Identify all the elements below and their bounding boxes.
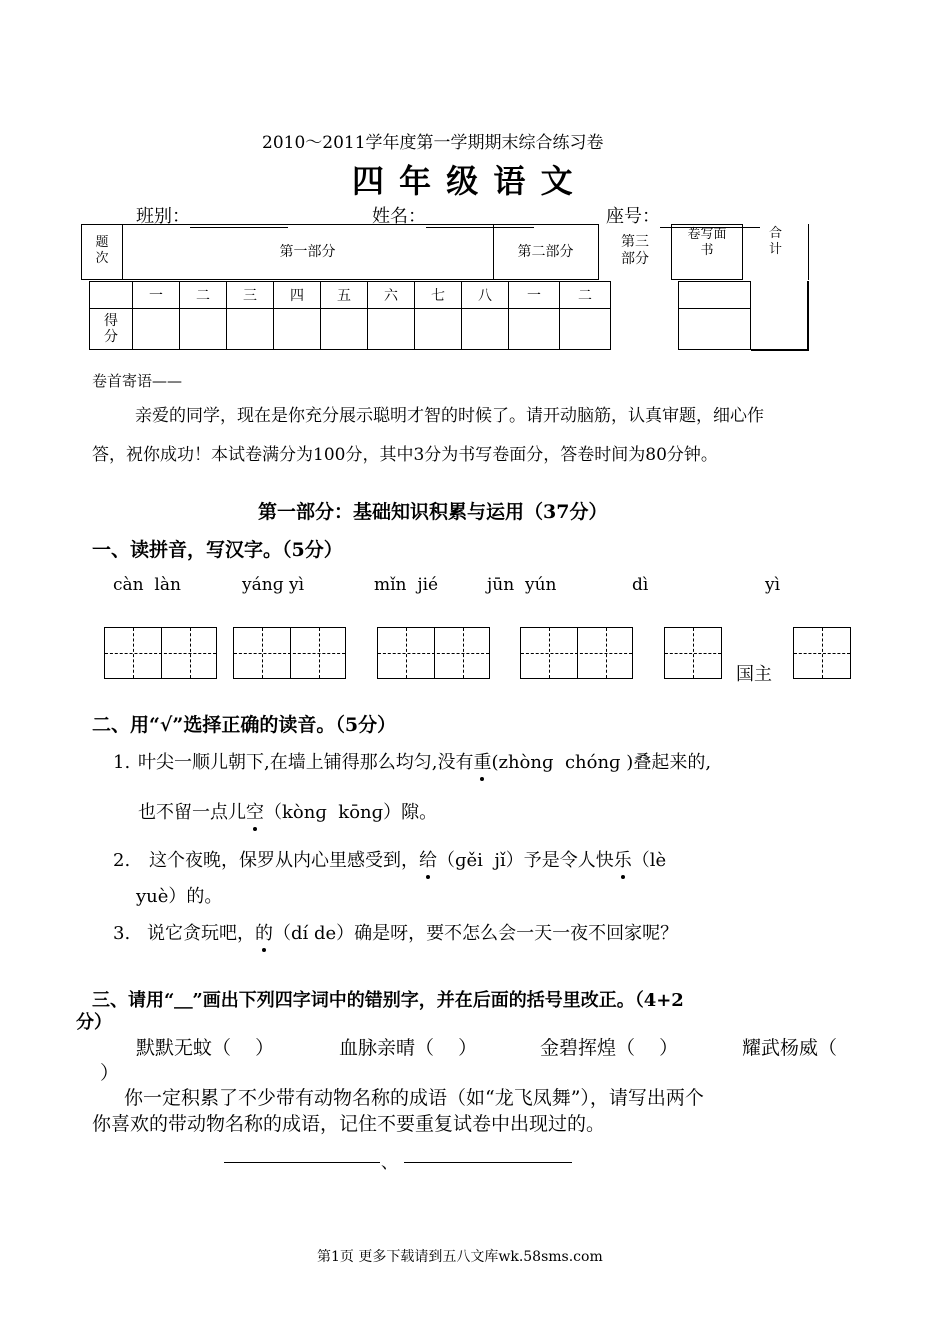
header-part3: 第三部分 xyxy=(621,234,649,267)
score-cell[interactable] xyxy=(227,309,274,350)
writing-box-3[interactable] xyxy=(377,627,490,679)
dotted-char: 乐 xyxy=(614,846,632,872)
q2-item1-cont: 也不留一点儿空（kònɡ kōnɡ）隙。 xyxy=(138,798,437,824)
preface-heading: 卷首寄语—— xyxy=(92,372,183,390)
answer-separator: 、 xyxy=(381,1153,398,1173)
question-number: 七 xyxy=(415,282,462,309)
preface-line1: 亲爱的同学，现在是你充分展示聪明才智的时候了。请开动脑筋，认真审题，细心作 xyxy=(135,406,764,426)
question-number: 五 xyxy=(321,282,368,309)
exam-title: 四 年 级 语 文 xyxy=(352,162,575,200)
q3-close: ） xyxy=(100,1062,120,1084)
question-number: 二 xyxy=(180,282,227,309)
q3-word-4: 耀武杨威（ xyxy=(742,1037,838,1059)
seat-label: 座号： xyxy=(606,206,660,227)
dotted-char: 重 xyxy=(473,748,491,774)
question-number: 八 xyxy=(462,282,509,309)
page-footer: 第1页 更多下载请到五八文库wk.58sms.com xyxy=(317,1249,603,1265)
question-number: 三 xyxy=(227,282,274,309)
header-part2: 第二部分 xyxy=(493,224,599,280)
total-score-line xyxy=(807,281,809,350)
q3-extra-line2: 你喜欢的带动物名称的成语，记住不要重复试卷中出现过的。 xyxy=(92,1113,606,1135)
question-number: 四 xyxy=(274,282,321,309)
answer-line-1[interactable] xyxy=(224,1162,380,1163)
dotted-char: 的 xyxy=(255,919,273,945)
class-label: 班别： xyxy=(136,206,190,227)
pinyin-6: yì xyxy=(765,575,781,595)
q3-word-1: 默默无蚊（ ） xyxy=(136,1037,275,1059)
writing-box-5[interactable] xyxy=(664,627,722,679)
score-cell[interactable] xyxy=(321,309,368,350)
score-table xyxy=(89,281,611,350)
header-col-label: 题次 xyxy=(81,224,123,280)
exam-subtitle: 2010～2011学年度第一学期期末综合练习卷 xyxy=(262,133,604,153)
handwriting-score-box[interactable] xyxy=(678,281,751,350)
score-cell[interactable] xyxy=(462,309,509,350)
score-cell[interactable] xyxy=(133,309,180,350)
pinyin-2: yánɡ yì xyxy=(242,575,305,595)
q3-word-2: 血脉亲晴（ ） xyxy=(339,1037,478,1059)
q2-item2: 2. 这个夜晚，保罗从内心里感受到，给（ɡěi jǐ）予是令人快乐（lè xyxy=(113,846,666,872)
q2-item1: 1. 叶尖一顺儿朝下,在墙上铺得那么均匀,没有重(zhònɡ chónɡ )叠起来的, xyxy=(113,748,711,774)
q1-suffix: 国主 xyxy=(736,664,772,685)
score-cell[interactable] xyxy=(509,309,560,350)
preface-line2: 答，祝你成功！本试卷满分为100分，其中3分为书写卷面分，答卷时间为80分钟。 xyxy=(92,445,718,465)
header-part1: 第一部分 xyxy=(122,224,494,280)
score-cell[interactable] xyxy=(368,309,415,350)
header-total: 合计 xyxy=(743,224,809,280)
q2-item2-cont: yuè）的。 xyxy=(136,886,223,907)
dotted-char: 给 xyxy=(419,846,437,872)
answer-line-2[interactable] xyxy=(404,1162,572,1163)
q3-word-3: 金碧挥煌（ ） xyxy=(540,1037,679,1059)
dotted-char: 空 xyxy=(246,798,264,824)
question-number: 二 xyxy=(560,282,611,309)
q3-title: 三、请用“＿”画出下列四字词中的错别字，并在后面的括号里改正。（4+2 xyxy=(92,990,684,1011)
header-handwriting: 卷写面书 xyxy=(671,224,743,280)
pinyin-5: dì xyxy=(632,575,649,595)
question-number: 六 xyxy=(368,282,415,309)
pinyin-1: càn làn xyxy=(113,575,181,595)
pinyin-3: mǐn jié xyxy=(374,575,439,595)
writing-box-4[interactable] xyxy=(520,627,633,679)
score-cell[interactable] xyxy=(560,309,611,350)
q2-title: 二、用“√”选择正确的读音。（5分） xyxy=(92,714,397,736)
q3-title-cont: 分） xyxy=(76,1012,112,1033)
q1-title: 一、读拼音，写汉字。（5分） xyxy=(92,539,343,561)
question-number: 一 xyxy=(133,282,180,309)
score-cell[interactable] xyxy=(274,309,321,350)
score-cell[interactable] xyxy=(180,309,227,350)
score-label: 得分 xyxy=(90,309,133,350)
pinyin-4: jūn yún xyxy=(487,575,557,595)
part1-title: 第一部分：基础知识积累与运用（37分） xyxy=(258,501,608,523)
question-number: 一 xyxy=(509,282,560,309)
score-table-header xyxy=(81,224,809,281)
writing-box-2[interactable] xyxy=(233,627,346,679)
total-score-bottom xyxy=(751,349,809,351)
name-label: 姓名： xyxy=(372,206,426,227)
writing-box-1[interactable] xyxy=(104,627,217,679)
blank-cell xyxy=(90,282,133,309)
score-cell[interactable] xyxy=(415,309,462,350)
q3-extra-line1: 你一定积累了不少带有动物名称的成语（如“龙飞凤舞”），请写出两个 xyxy=(124,1087,704,1109)
q2-item3: 3. 说它贪玩吧，的（dí de）确是呀，要不怎么会一天一夜不回家呢？ xyxy=(113,919,678,945)
writing-box-6[interactable] xyxy=(793,627,851,679)
